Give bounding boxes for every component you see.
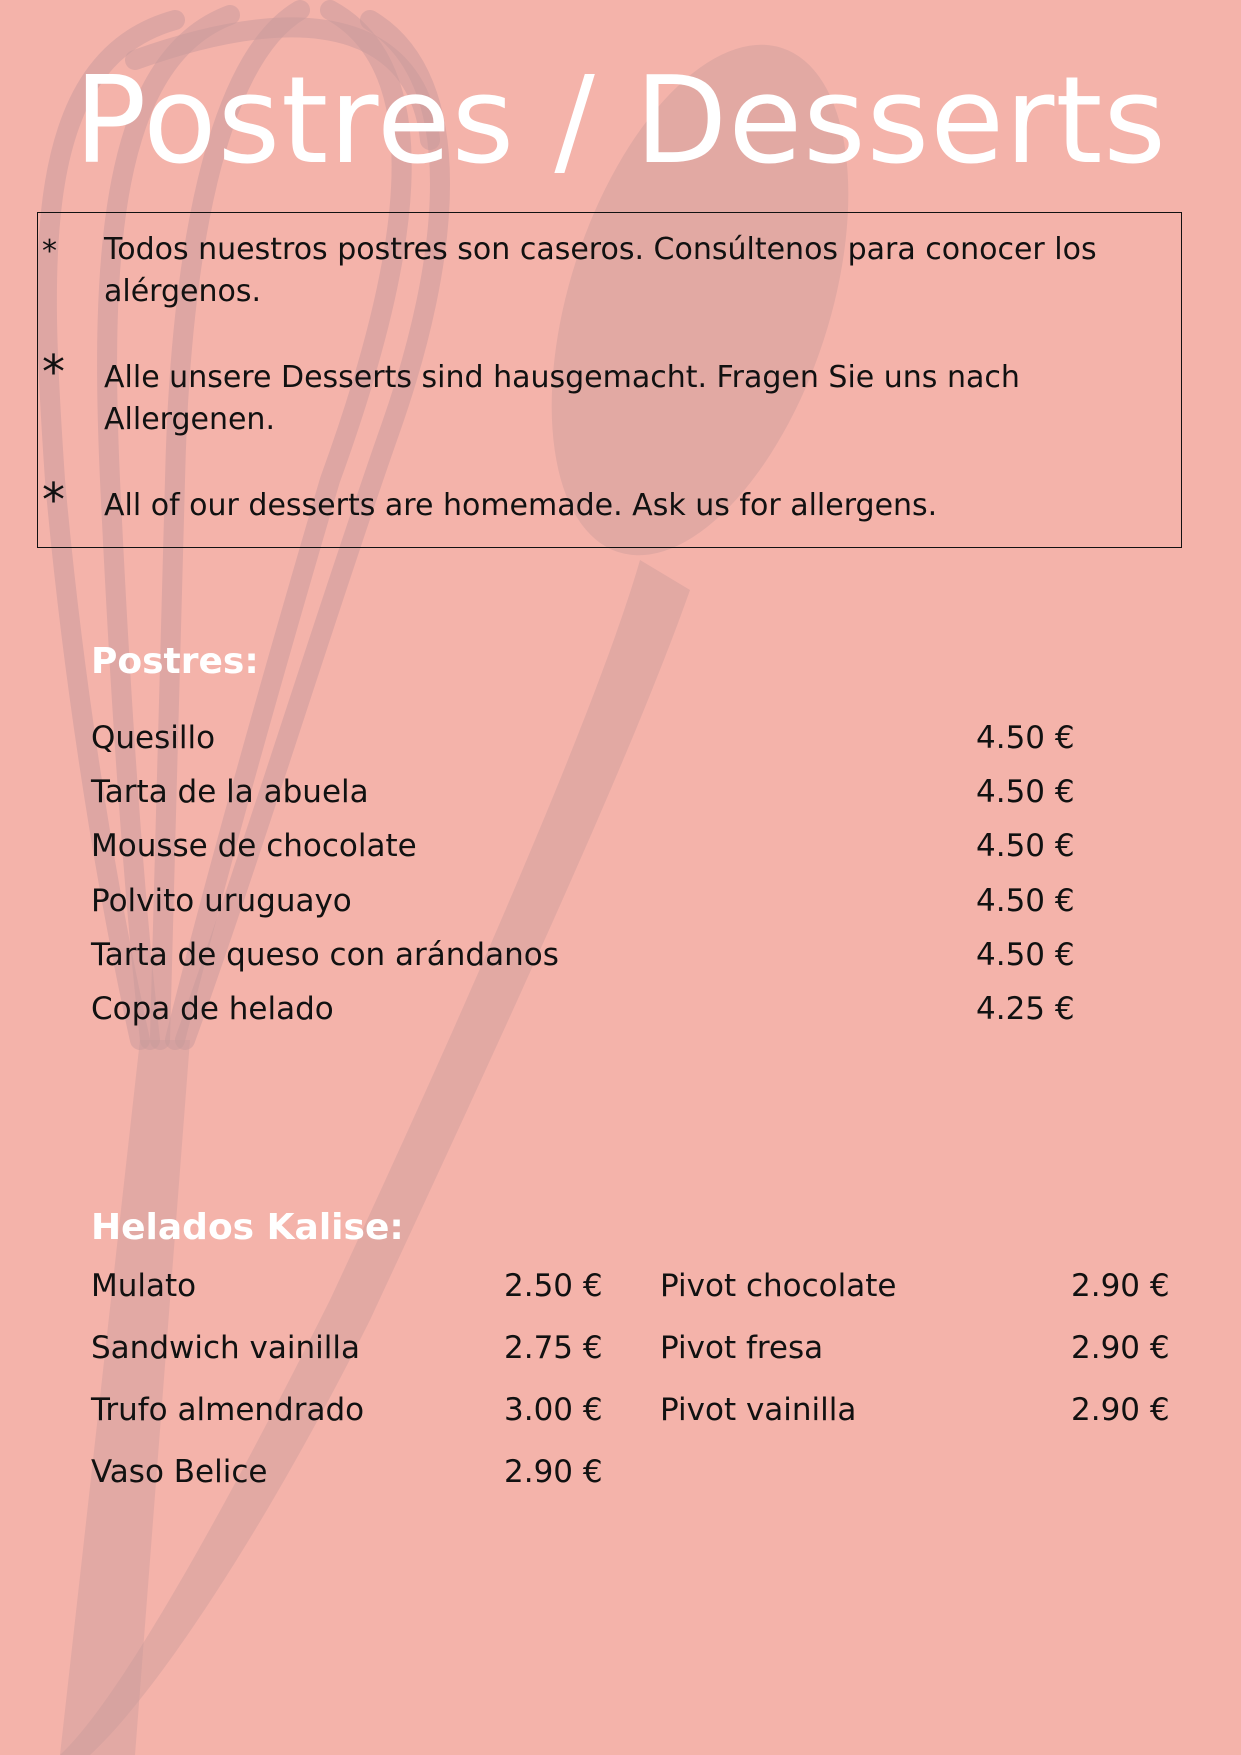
helados-heading: Helados Kalise: bbox=[91, 1207, 404, 1248]
item-price: 2.90 € bbox=[504, 1454, 603, 1490]
item-name: Copa de helado bbox=[91, 991, 334, 1027]
item-name: Mulato bbox=[91, 1268, 197, 1304]
asterisk-icon: * bbox=[42, 345, 65, 399]
page-title: Postres / Desserts bbox=[74, 52, 1167, 191]
notice-text: Alle unsere Desserts sind hausgemacht. Fragen Sie uns nach Allergenen. bbox=[104, 360, 1020, 437]
item-price: 4.50 € bbox=[976, 720, 1075, 756]
item-name: Mousse de chocolate bbox=[91, 828, 417, 864]
item-name: Pivot chocolate bbox=[660, 1268, 897, 1304]
item-name: Trufo almendrado bbox=[91, 1392, 365, 1428]
item-price: 4.50 € bbox=[976, 774, 1075, 810]
item-name: Quesillo bbox=[91, 720, 216, 756]
item-name: Pivot vainilla bbox=[660, 1392, 857, 1428]
item-price: 2.90 € bbox=[1071, 1268, 1170, 1304]
item-name: Sandwich vainilla bbox=[91, 1330, 360, 1366]
notice-text: All of our desserts are homemade. Ask us for allergens. bbox=[104, 488, 938, 523]
asterisk-icon: * bbox=[42, 473, 65, 527]
asterisk-icon: * bbox=[42, 234, 57, 269]
item-price: 3.00 € bbox=[504, 1392, 603, 1428]
item-name: Tarta de la abuela bbox=[91, 774, 369, 810]
postres-heading: Postres: bbox=[91, 641, 259, 682]
allergen-notice-box bbox=[37, 212, 1182, 548]
item-name: Pivot fresa bbox=[660, 1330, 824, 1366]
item-price: 2.50 € bbox=[504, 1268, 603, 1304]
item-price: 2.75 € bbox=[504, 1330, 603, 1366]
item-name: Vaso Belice bbox=[91, 1454, 268, 1490]
item-price: 4.50 € bbox=[976, 937, 1075, 973]
item-name: Tarta de queso con arándanos bbox=[91, 937, 559, 973]
item-price: 2.90 € bbox=[1071, 1330, 1170, 1366]
item-price: 4.50 € bbox=[976, 828, 1075, 864]
notice-text: Todos nuestros postres son caseros. Consúltenos para conocer los alérgenos. bbox=[104, 232, 1097, 309]
item-price: 2.90 € bbox=[1071, 1392, 1170, 1428]
item-price: 4.50 € bbox=[976, 883, 1075, 919]
item-name: Polvito uruguayo bbox=[91, 883, 352, 919]
item-price: 4.25 € bbox=[976, 991, 1075, 1027]
